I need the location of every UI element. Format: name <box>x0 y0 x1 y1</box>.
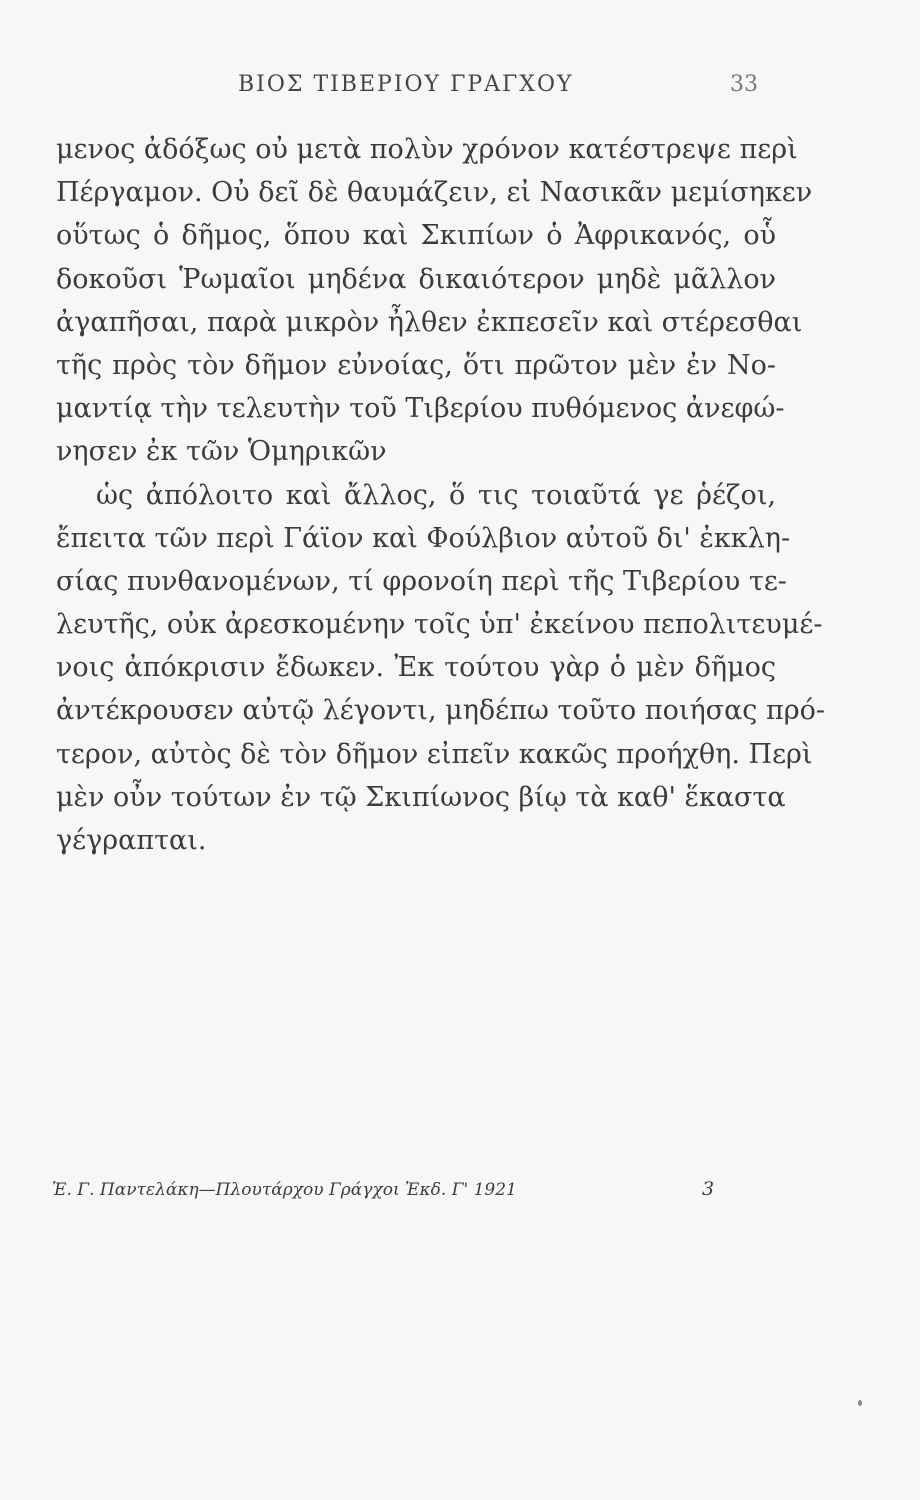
text-line: σίας πυνθανομένων, τί φρονοίη περὶ τῆς Τιβερίου τε- <box>56 565 787 597</box>
text-line: μὲν οὖν τούτων ἐν τῷ Σκιπίωνος βίῳ τὰ καθ' ἕκαστα <box>56 781 786 813</box>
text-line: νοις ἀπόκρισιν ἔδωκεν. Ἐκ τούτου γὰρ ὁ μὲν δῆμος <box>56 652 776 684</box>
text-line: Πέργαμον. Οὐ δεῖ δὲ θαυμάζειν, εἰ Νασικᾶν μεμίσηκεν <box>56 177 813 209</box>
signature-mark: 3 <box>702 1178 715 1200</box>
paper-speck <box>858 1400 862 1406</box>
text-line: μενος ἀδόξως οὐ μετὰ πολὺν χρόνον κατέστρεψε περὶ <box>56 134 798 165</box>
printer-imprint <box>52 1180 742 1200</box>
text-line: λευτῆς, οὐκ ἀρεσκομένην τοῖς ὑπ' ἐκείνου πεπολιτευμέ- <box>56 609 823 641</box>
main-text <box>56 128 825 862</box>
text-line: ἀντέκρουσεν αὐτῷ λέγοντι, μηδέπω τοῦτο ποιήσας πρό- <box>56 695 825 727</box>
text-line: τερον, αὐτὸς δὲ τὸν δῆμον εἰπεῖν κακῶς προήχθη. Περὶ <box>56 738 813 770</box>
verse-quotation: ὡς ἀπόλοιτο καὶ ἄλλος, ὅ τις τοιαῦτά γε ῥέζοι, <box>96 479 776 511</box>
page-number: 33 <box>730 72 758 97</box>
text-line: δοκοῦσι Ῥωμαῖοι μηδένα δικαιότερον μηδὲ μᾶλλον <box>56 263 776 295</box>
text-line: γέγραπται. <box>56 825 207 856</box>
imprint-text: Ἐ. Γ. Παντελάκη—Πλουτάρχου Γράγχοι Ἐκδ. Γ' 1921 <box>52 1180 517 1200</box>
running-title: ΒΙΟΣ ΤΙΒΕΡΙΟΥ ΓΡΑΓΧΟΥ <box>238 72 574 97</box>
text-line: μαντίᾳ τὴν τελευτὴν τοῦ Τιβερίου πυθόμενος ἀνεφώ- <box>56 393 785 425</box>
text-line: οὕτως ὁ δῆμος, ὅπου καὶ Σκιπίων ὁ Ἀφρικανός, οὗ <box>56 220 776 252</box>
text-line: νησεν ἐκ τῶν Ὁμηρικῶν <box>56 436 387 468</box>
text-line: ἀγαπῆσαι, παρὰ μικρὸν ἦλθεν ἐκπεσεῖν καὶ στέρεσθαι <box>56 306 803 338</box>
text-line: ἔπειτα τῶν περὶ Γάϊον καὶ Φούλβιον αὐτοῦ δι' ἐκκλη- <box>56 522 791 554</box>
text-line: τῆς πρὸς τὸν δῆμον εὐνοίας, ὅτι πρῶτον μὲν ἐν Νο- <box>56 349 776 381</box>
